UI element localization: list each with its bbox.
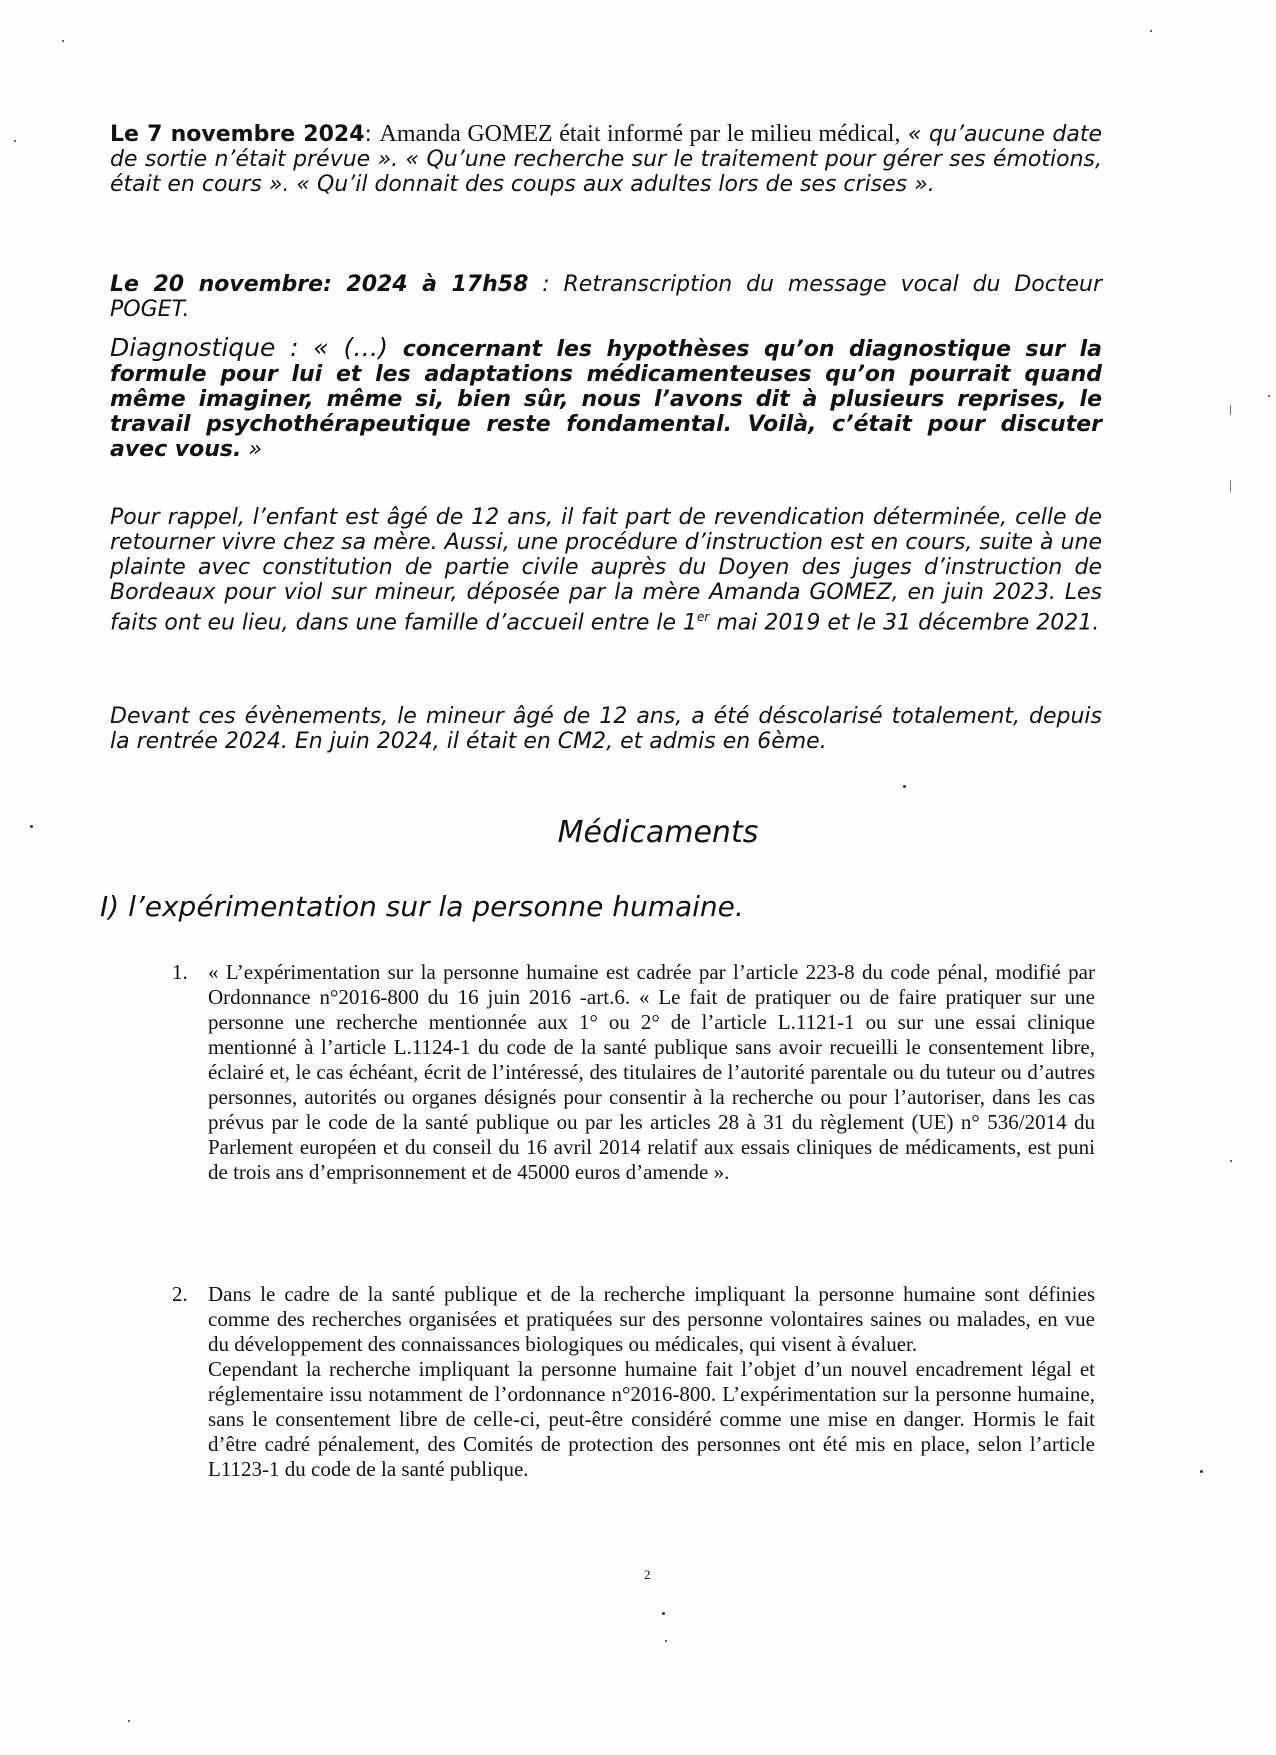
scan-mark [1230,405,1231,415]
date-label: Le 7 novembre 2024 [110,122,365,147]
scan-speck [14,140,16,142]
scan-speck [128,1720,130,1722]
scan-speck [1268,395,1270,397]
scan-speck [1230,1160,1232,1162]
paragraph-diagnostique: Diagnostique : « (…) concernant les hypothèses qu’on diagnostique sur la formule pour lui et les adaptations médicamenteuses qu’on pourrait quand même imaginer, même si, bien sûr, nous l’avons dit à plusieurs reprises, le travail psychothérapeutique reste fondamental. Voilà, c’était pour discuter avec vous. » [110,333,1102,462]
list-item-1 [170,960,1095,1185]
paragraph-20-novembre [110,272,1102,322]
quote-text: « qu’aucune date de sortie n’était prévue ». « Qu’une recherche sur le traitement pour gérer ses émotions, était en cours ». « Qu’il donnait des coups aux adultes lors de ses crises ». [110,122,1103,197]
list-item-2 [170,1282,1095,1482]
paragraph-evenements: Devant ces évènements, le mineur âgé de 12 ans, a été déscolarisé totalement, depuis la rentrée 2024. En juin 2024, il était en CM2, et admis en 6ème. [110,704,1102,754]
diagnostique-label: Diagnostique : « (…) [110,333,403,362]
heading-medicaments: Médicaments [557,815,759,850]
paragraph-rappel: Pour rappel, l’enfant est âgé de 12 ans, il fait part de revendication déterminée, celle de retourner vivre chez sa mère. Aussi, une procédure d’instruction est en cours, suite à une plainte avec constitution de partie civile auprès du Doyen des juges d’instruction de Bordeaux pour viol sur mineur, déposée par la mère Amanda GOMEZ, en juin 2023. Les faits ont eu lieu, dans une famille d’accueil entre le 1er mai 2019 et le 31 décembre 2021. [110,505,1102,636]
scan-mark [1230,480,1231,492]
scan-speck [30,825,33,828]
scan-speck [662,1612,665,1615]
list-number: 1. [172,960,188,984]
scan-speck [62,40,64,42]
page-number: 2 [644,1567,651,1582]
list-item-text: « L’expérimentation sur la personne humaine est cadrée par l’article 223-8 du code pénal, modifié par Ordonnance n°2016-800 du 16 juin 2016 -art.6. « Le fait de pratiquer ou de faire pratiquer sur une personne une recherche mentionnée aux 1° ou 2° de l’article L.1121-1 ou sur une essai clinique mentionné à l’article L.1124-1 du code de la santé publique sans avoir recueilli le consentement libre, éclairé et, le cas échéant, écrit de l’intéressé, des titulaires de l’autorité parentale ou du tuteur ou d’autres personnes, autorités ou organes désignés pour consentir à la recherche ou pour l’autoriser, dans les cas prévus par le code de la santé publique ou par les articles 28 à 31 du règlement (UE) n° 536/2014 du Parlement européen et du conseil du 16 avril 2014 relatif aux essais cliniques de médicaments, est puni de trois ans d’emprisonnement et de 45000 euros d’amende ». [208,960,1095,1184]
date-label: Le 20 novembre: 2024 à 17h58 [110,272,529,297]
scan-speck [1150,30,1152,32]
paragraph-text: Amanda GOMEZ était informé par le milieu médical, [379,121,901,147]
scan-speck [1200,1470,1203,1473]
quote-text: concernant les hypothèses qu’on diagnostique sur la formule pour lui et les adaptations médicamenteuses qu’on pourrait quand même imaginer, même si, bien sûr, nous l’avons dit à plusieurs reprises, le travail psychothérapeutique reste fondamental. Voilà, c’était pour discuter avec vous. [110,337,1102,462]
paragraph-text: : Retranscription du message vocal du Docteur POGET. [110,272,1102,322]
list-item-text-continued: Cependant la recherche impliquant la personne humaine fait l’objet d’un nouvel encadrement légal et réglementaire issu notamment de l’ordonnance n°2016-800. L’expérimentation sur la personne humaine, sans le consentement libre de celle-ci, peut-être considéré comme une mise en danger. Hormis le fait d’être cadré pénalement, des Comités de protection des personnes ont été mis en place, selon l’article L1123-1 du code de la santé publique. [208,1357,1095,1481]
heading-section-1: I) l’expérimentation sur la personne humaine. [100,890,744,923]
list-item-text: Dans le cadre de la santé publique et de la recherche impliquant la personne humaine sont définies comme des recherches organisées et pratiquées sur des personne volontaires saines ou malades, en vue du développement des connaissances biologiques ou médicales, qui visent à évaluer. [208,1282,1095,1356]
paragraph-7-novembre: Le 7 novembre 2024: Amanda GOMEZ était informé par le milieu médical, « qu’aucune date de sortie n’était prévue ». « Qu’une recherche sur le traitement pour gérer ses émotions, était en cours ». « Qu’il donnait des coups aux adultes lors de ses crises ». [110,121,1103,197]
list-number: 2. [172,1282,188,1306]
scan-speck [903,785,906,788]
scan-speck [665,1640,667,1642]
